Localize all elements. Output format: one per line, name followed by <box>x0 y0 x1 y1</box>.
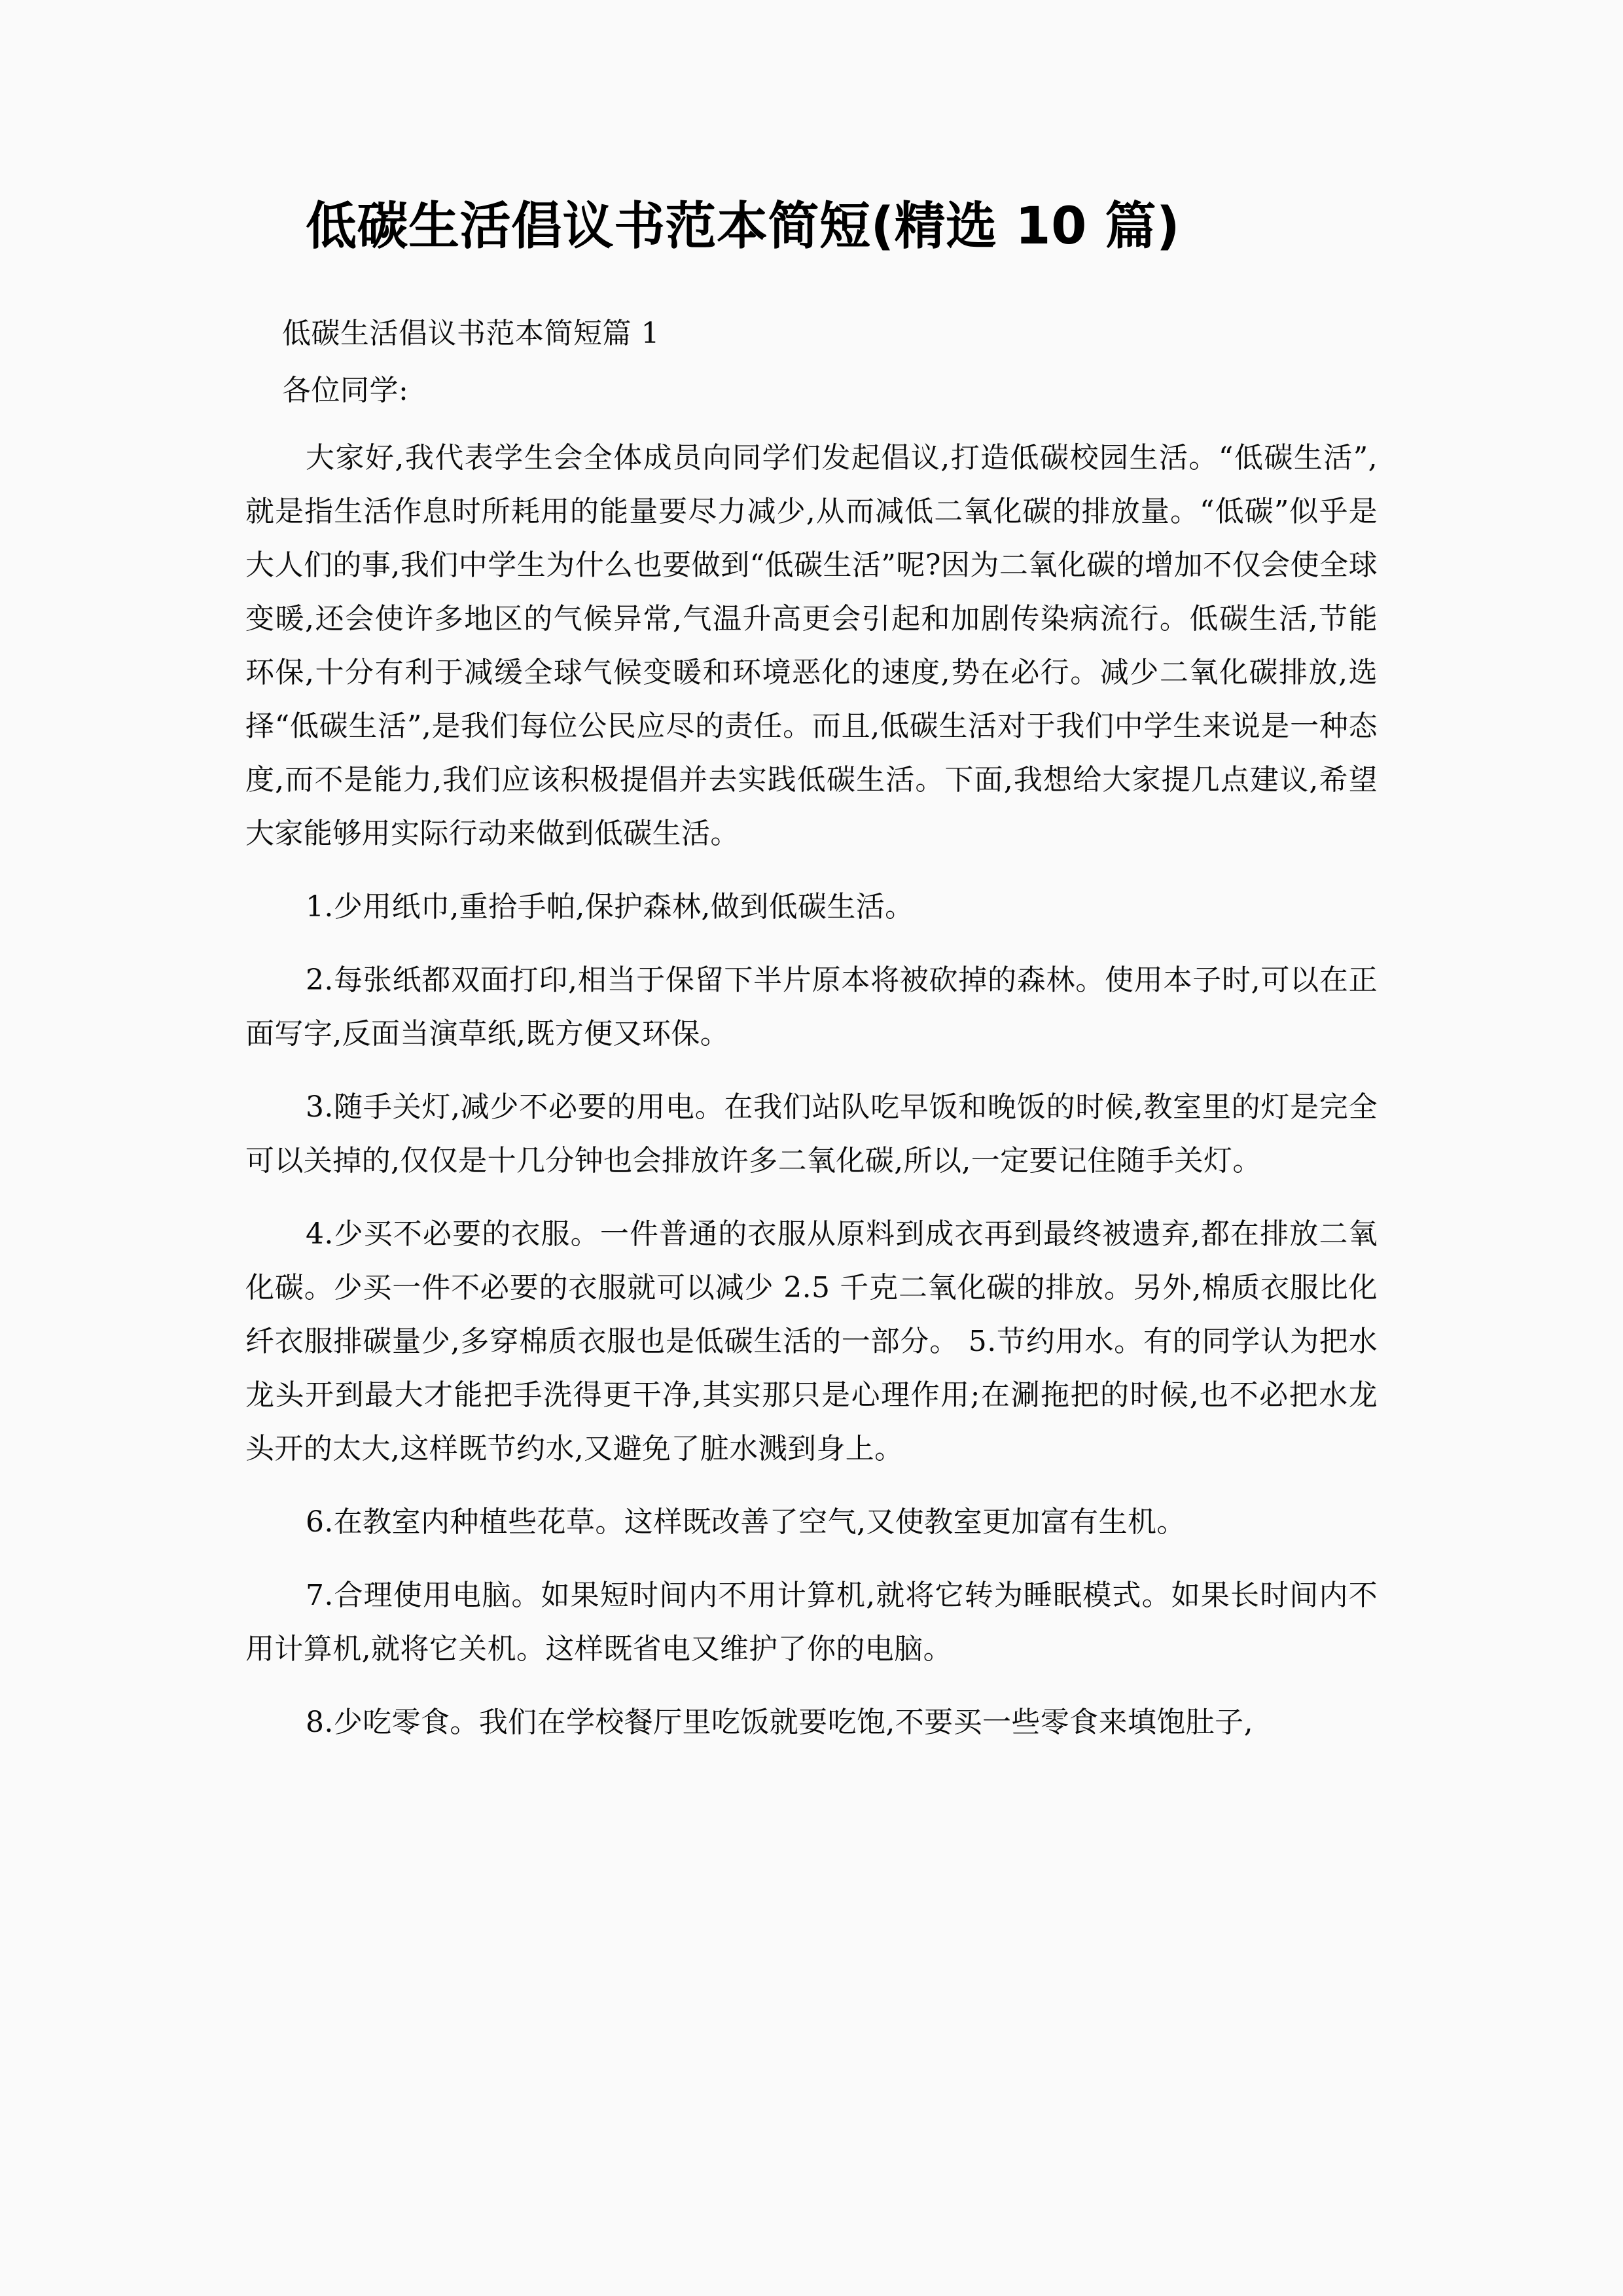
page-title: 低碳生活倡议书范本简短(精选 10 篇) <box>306 197 1181 256</box>
list-item: 6.在教室内种植些花草。这样既改善了空气,又使教室更加富有生机。 <box>306 1505 1186 1539</box>
list-item: 3.随手关灯,减少不必要的用电。在我们站队吃早饭和晚饭的时候,教室里的灯是完全可以关掉的,仅仅是十几分钟也会排放许多二氧化碳,所以,一定要记住随手关灯。 <box>245 1090 1378 1178</box>
document-content-column <box>245 0 1378 1749</box>
list-item: 2.每张纸都双面打印,相当于保留下半片原本将被砍掉的森林。使用本子时,可以在正面写字,反面当演草纸,既方便又环保。 <box>245 963 1378 1051</box>
section-heading: 低碳生活倡议书范本简短篇 1 <box>282 317 660 351</box>
list-item: 4.少买不必要的衣服。一件普通的衣服从原料到成衣再到最终被遗弃,都在排放二氧化碳。少买一件不必要的衣服就可以减少 2.5 千克二氧化碳的排放。另外,棉质衣服比化纤衣服排碳量少,多穿棉质衣服也是低碳生活的一部分。 5.节约用水。有的同学认为把水龙头开到最大才能把手洗得更干净,其实那只是心理作用;在涮拖把的时候,也不必把水龙头开的太大,这样既节约水,又避免了脏水溅到身上。 <box>245 1217 1378 1466</box>
list-item: 8.少吃零食。我们在学校餐厅里吃饭就要吃饱,不要买一些零食来填饱肚子, <box>306 1706 1253 1740</box>
list-item: 7.合理使用电脑。如果短时间内不用计算机,就将它转为睡眠模式。如果长时间内不用计算机,就将它关机。这样既省电又维护了你的电脑。 <box>245 1579 1378 1666</box>
intro-paragraph: 大家好,我代表学生会全体成员向同学们发起倡议,打造低碳校园生活。“低碳生活”,就是指生活作息时所耗用的能量要尽力减少,从而减低二氧化碳的排放量。“低碳”似乎是大人们的事,我们中学生为什么也要做到“低碳生活”呢?因为二氧化碳的增加不仅会使全球变暖,还会使许多地区的气候异常,气温升高更会引起和加剧传染病流行。低碳生活,节能环保,十分有利于减缓全球气候变暖和环境恶化的速度,势在必行。减少二氧化碳排放,选择“低碳生活”,是我们每位公民应尽的责任。而且,低碳生活对于我们中学生来说是一种态度,而不是能力,我们应该积极提倡并去实践低碳生活。下面,我想给大家提几点建议,希望大家能够用实际行动来做到低碳生活。 <box>245 441 1378 851</box>
salutation: 各位同学: <box>282 374 409 408</box>
list-item: 1.少用纸巾,重拾手帕,保护森林,做到低碳生活。 <box>306 890 914 924</box>
